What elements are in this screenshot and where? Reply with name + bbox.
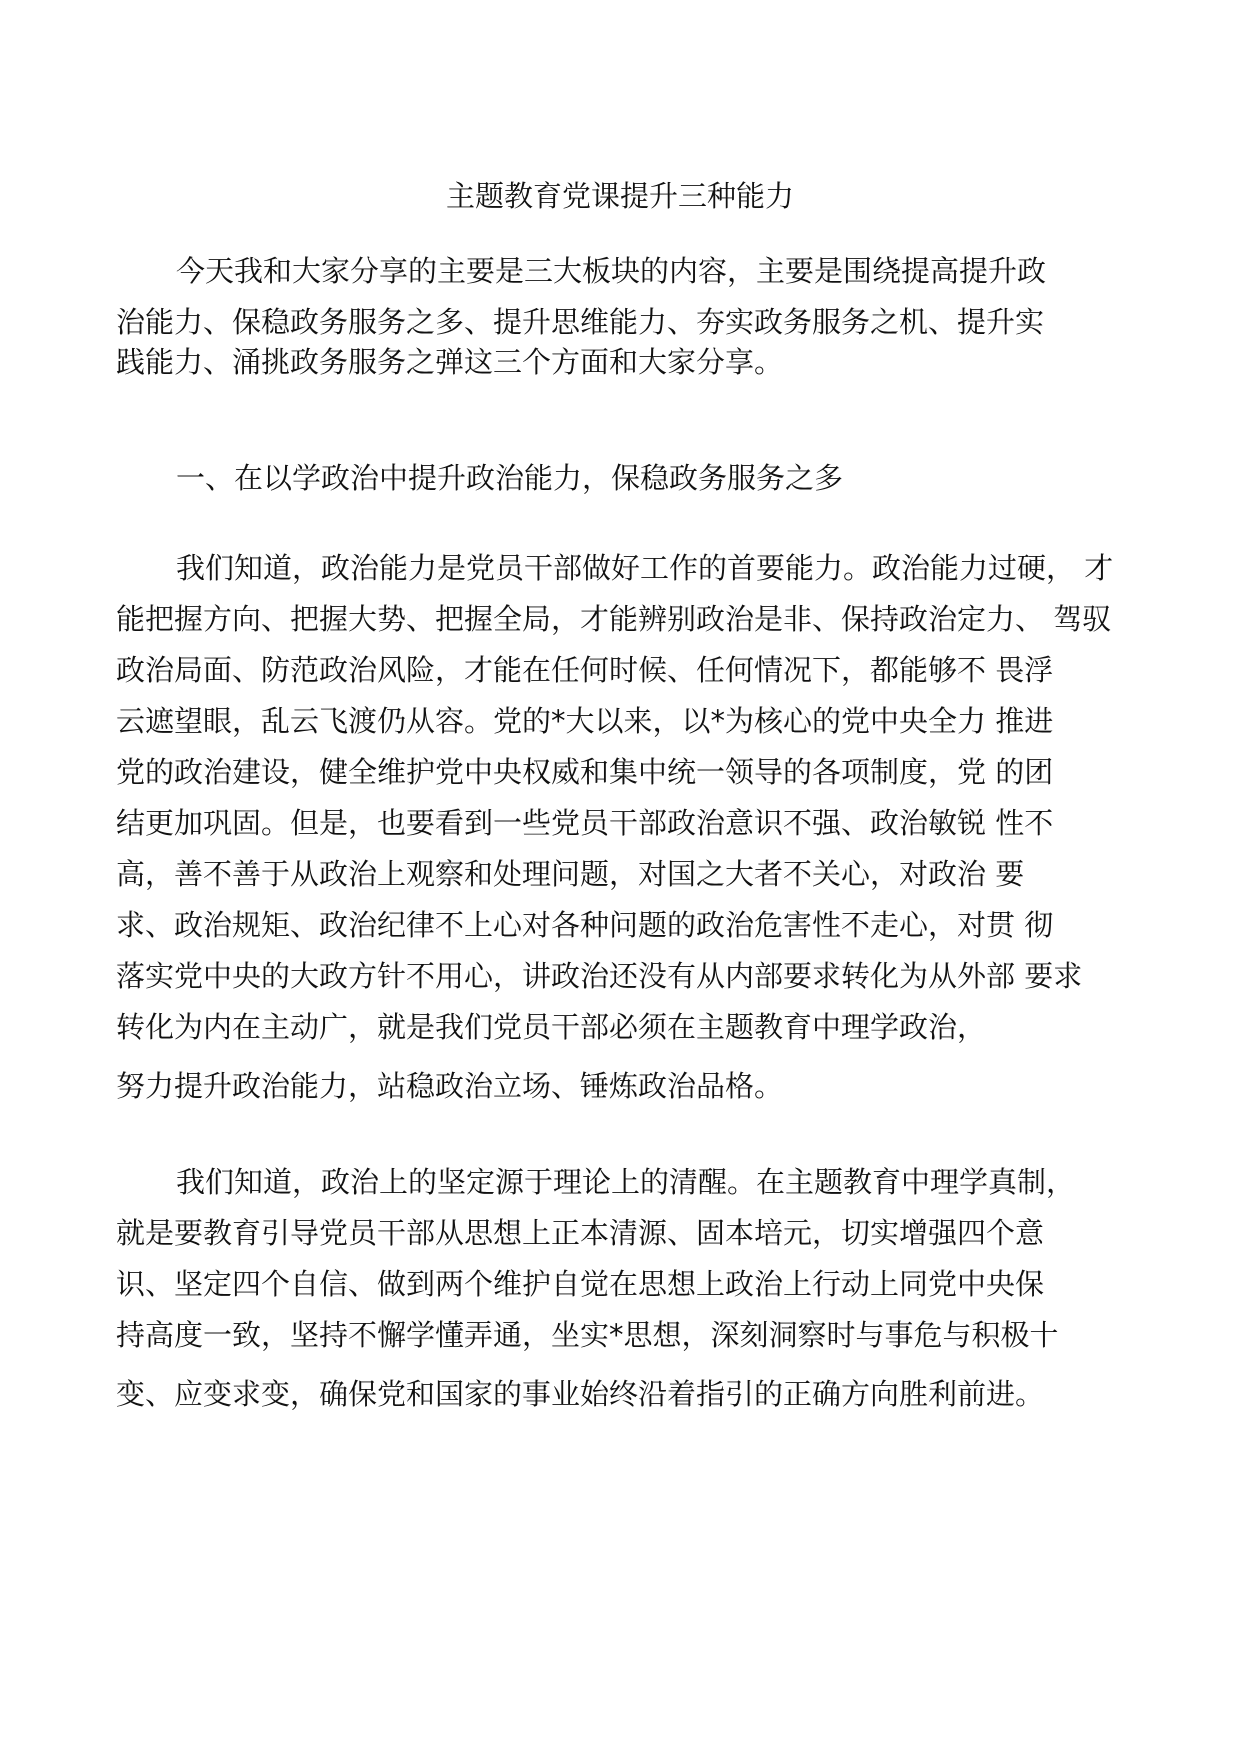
paragraph-1-line: 今天我和大家分享的主要是三大板块的内容，主要是围绕提高提升政 (176, 254, 1047, 288)
paragraph-2-line: 结更加巩固。但是，也要看到一些党员干部政治意识不强、政治敏锐 性不 (116, 806, 1054, 840)
paragraph-2-line: 高，善不善于从政治上观察和处理问题，对国之大者不关心，对政治 要 (116, 857, 1025, 891)
paragraph-2-line: 我们知道，政治能力是党员干部做好工作的首要能力。政治能力过硬， 才 (176, 551, 1114, 585)
paragraph-2-line: 能把握方向、把握大势、把握全局，才能辨别政治是非、保持政治定力、 驾驭 (116, 602, 1112, 636)
paragraph-2-line: 努力提升政治能力，站稳政治立场、锤炼政治品格。 (116, 1069, 784, 1103)
document-title: 主题教育党课提升三种能力 (445, 179, 794, 213)
paragraph-2-line: 党的政治建设，健全维护党中央权威和集中统一领导的各项制度，党 的团 (116, 755, 1054, 789)
paragraph-1-line: 践能力、涌挑政务服务之弹这三个方面和大家分享。 (116, 345, 784, 379)
paragraph-3-line: 我们知道，政治上的坚定源于理论上的清醒。在主题教育中理学真制， (176, 1165, 1076, 1199)
paragraph-3-line: 识、坚定四个自信、做到两个维护自觉在思想上政治上行动上同党中央保 (116, 1267, 1045, 1301)
paragraph-3-line: 就是要教育引导党员干部从思想上正本清源、固本培元，切实增强四个意 (116, 1216, 1045, 1250)
section-heading: 一、在以学政治中提升政治能力，保稳政务服务之多 (176, 461, 844, 495)
paragraph-3-line: 持高度一致，坚持不懈学懂弄通，坐实*思想，深刻洞察时与事危与积极十 (116, 1318, 1059, 1352)
paragraph-2-line: 云遮望眼，乱云飞渡仍从容。党的*大以来，以*为核心的党中央全力 推进 (116, 704, 1054, 738)
paragraph-2-line: 落实党中央的大政方针不用心，讲政治还没有从内部要求转化为从外部 要求 (116, 959, 1083, 993)
paragraph-3-line: 变、应变求变，确保党和国家的事业始终沿着指引的正确方向胜利前进。 (116, 1377, 1045, 1411)
paragraph-2-line: 求、政治规矩、政治纪律不上心对各种问题的政治危害性不走心，对贯 彻 (116, 908, 1054, 942)
paragraph-1-line: 治能力、保稳政务服务之多、提升思维能力、夯实政务服务之机、提升实 (116, 305, 1045, 339)
paragraph-2-line: 政治局面、防范政治风险，才能在任何时候、任何情况下，都能够不 畏浮 (116, 653, 1054, 687)
paragraph-2-line: 转化为内在主动广，就是我们党员干部必须在主题教育中理学政治， (116, 1010, 987, 1044)
